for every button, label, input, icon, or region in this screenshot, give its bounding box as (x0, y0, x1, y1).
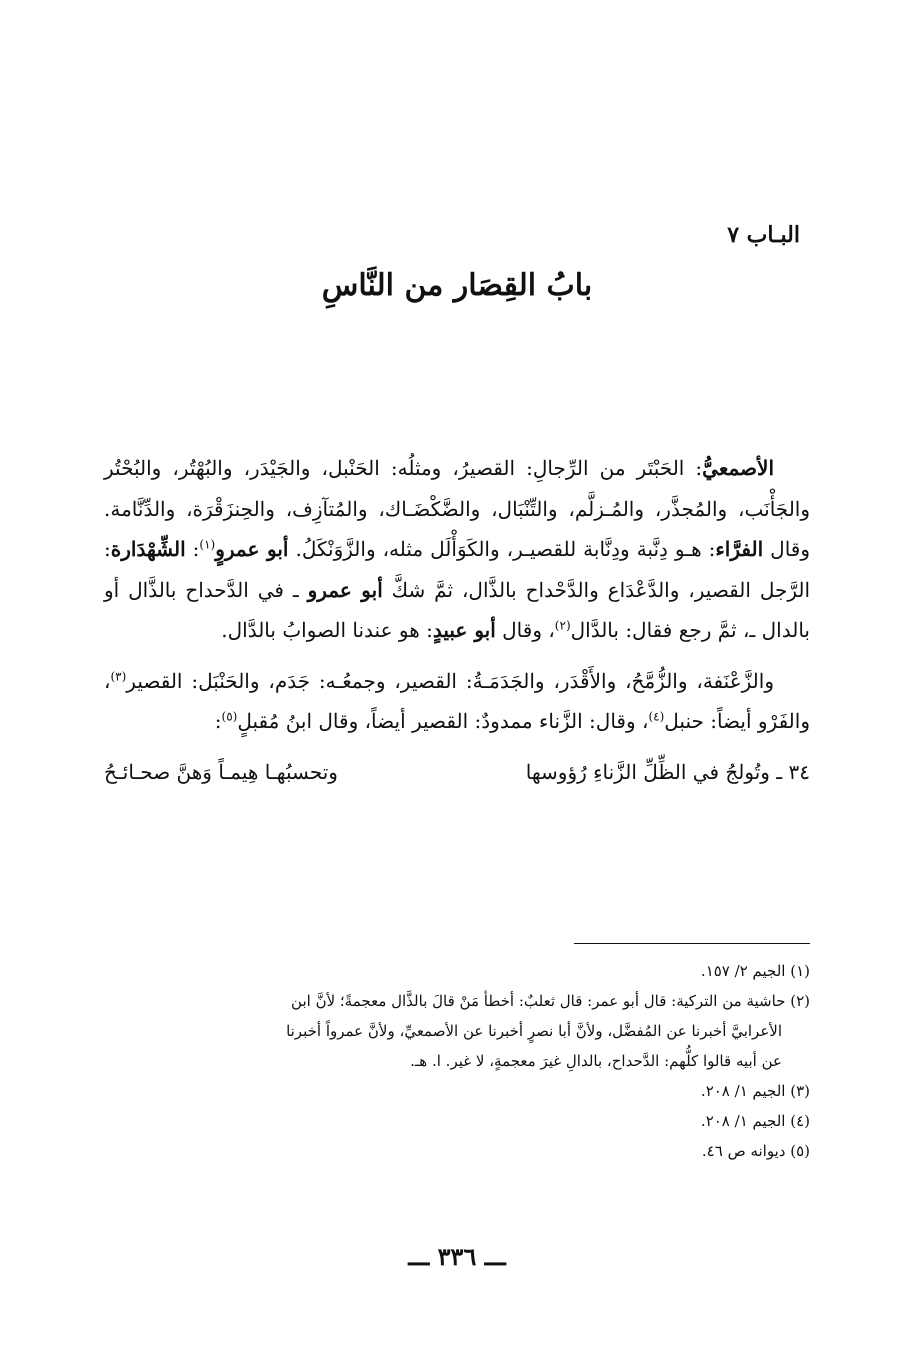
page-number: ـــ ٣٣٦ ـــ (408, 1242, 506, 1271)
text-run: ، والفَرْو أيضاً: حنبل (104, 668, 810, 733)
term: الشِّهْدَارة (110, 537, 186, 561)
verse-second-hemistich: وتحسبُهـا هِيمـاً وَهنَّ صحـائـحُ (104, 759, 338, 784)
footnote-ref: (٣) (110, 668, 127, 683)
author-name: أبو عمرو (307, 577, 383, 602)
text-run: ، وقال (502, 618, 555, 642)
paragraph-asmai (104, 448, 810, 651)
footnote-2 (104, 986, 810, 1076)
text-run: : (192, 537, 200, 561)
footnote-2-line-1: (٢) حاشية من التركية: قال أبو عمر: قال ثعلبٌ: أخطأ مَنْ قالَ بالذَّال معجمةً؛ لأنَّ ابن (291, 992, 810, 1010)
author-name: أبو عبيدٍ (432, 618, 496, 642)
text-run: : الرَّجل القصير، والدَّعْدَاع والدَّحْداح بالذَّال، ثمَّ شكَّ (104, 537, 811, 602)
text-run: ـ في الدَّحداح بالذَّال أو بالدال ـ، ثمَّ رجع فقال: بالدَّال (104, 577, 810, 642)
footnote-ref: (٥) (221, 709, 238, 724)
footnote-3: (٣) الجيم ١/ ٢٠٨. (700, 1082, 810, 1100)
paragraph-zanafa (104, 661, 810, 742)
chapter-title: بابُ القِصَار من النَّاسِ (321, 268, 593, 303)
text-run: : الحَبْتَر من الرِّجالِ: القصيرُ، ومثلُه: الحَنْبل، والجَيْدَر، والبُهْتُر، والبُحْتُر والجَأْنَب، والمُجذَّر، والمُـزلَّم، والتِّنْبَال، والضَّكْضَـاك، والمُتآزِف، والحِنزَقْرَة، والدِّنَّامة. وقال (104, 456, 810, 561)
footnote-2-line-3: عن أبيه قالوا كلُّهم: الدَّحداح، بالدالِ غيرَ معجمةٍ، لا غير. ا. هـ. (410, 1052, 782, 1070)
text-run: : هـو دِنَّبة ودِنَّابة للقصيـر، والكَوَأْلَل مثله، والزَّوَنْكَلُ. (295, 537, 716, 561)
verse-first-hemistich: ٣٤ ـ وتُولجُ في الظِّلِّ الزَّناءِ رُؤوسها (525, 759, 810, 784)
footnote-divider (574, 943, 810, 944)
chapter-label: البـاب ٧ (727, 222, 800, 248)
footnote-1: (١) الجيم ٢/ ١٥٧. (700, 962, 810, 980)
footnote-4: (٤) الجيم ١/ ٢٠٨. (700, 1112, 810, 1130)
main-text (104, 448, 810, 792)
footnote-2-line-2: الأعرابيَّ أخبرنا عن المُفضَّل، ولأنَّ أبا نصرٍ أخبرنا عن الأصمعيِّ، ولأنَّ عمرواً أخبرنا (286, 1022, 782, 1040)
author-name: أبو عمروٍ (215, 537, 289, 561)
author-name: الأصمعيُّ (702, 456, 774, 480)
footnote-ref: (١) (199, 537, 216, 552)
footnote-ref: (٤) (648, 709, 665, 724)
text-run: : هو عندنا الصوابُ بالدَّال. (221, 618, 433, 642)
text-run: ، وقال: الزَّناء ممدودٌ: القصير أيضاً، وقال ابنُ مُقبلٍ (237, 709, 649, 733)
footnote-ref: (٢) (554, 618, 571, 633)
footnote-5: (٥) ديوانه ص ٤٦. (701, 1142, 810, 1160)
poetry-verse (104, 752, 810, 793)
author-name: الفرَّاء (715, 537, 764, 561)
text-run: : (214, 709, 222, 733)
text-run: والزَّعْنَفة، والزُّمَّحُ، والأَقْدَر، والجَدَمَـةُ: القصير، وجمعُـه: جَدَم، والحَنْبَل: القصير (126, 668, 774, 693)
footnotes (104, 956, 810, 1166)
